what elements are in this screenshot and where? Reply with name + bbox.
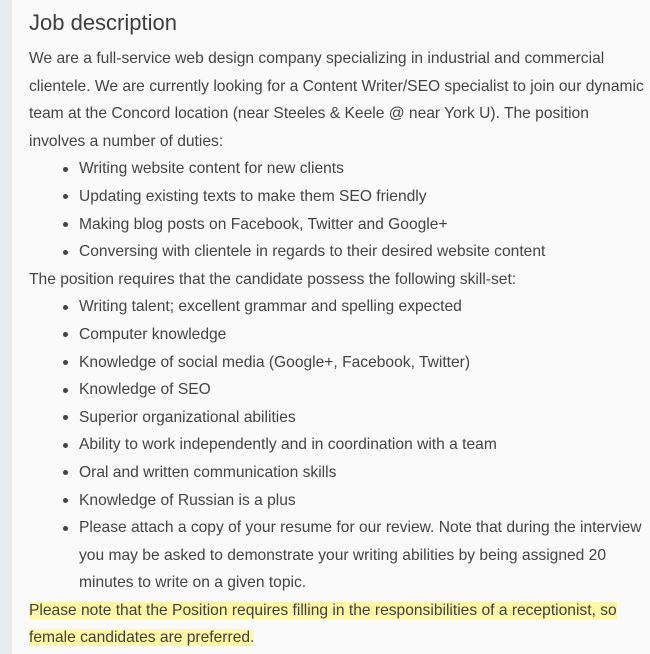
skills-intro-paragraph: The position requires that the candidate possess the following skill-set: bbox=[29, 270, 517, 288]
page-title: Job description bbox=[29, 10, 177, 35]
job-posting-page bbox=[12, 0, 650, 654]
list-item: Writing talent; excellent grammar and spelling expected bbox=[79, 293, 647, 321]
left-margin-strip bbox=[0, 0, 12, 654]
list-item: Conversing with clientele in regards to their desired website content bbox=[79, 238, 647, 266]
list-item: Knowledge of SEO bbox=[79, 376, 647, 404]
duties-list bbox=[29, 155, 647, 265]
list-item: Writing website content for new clients bbox=[79, 155, 647, 183]
job-description-section bbox=[29, 8, 647, 652]
list-item: Making blog posts on Facebook, Twitter and Google+ bbox=[79, 211, 647, 239]
list-item: Ability to work independently and in coordination with a team bbox=[79, 431, 647, 459]
note-highlight: Please note that the Position requires filling in the responsibilities of a receptionist, so female candidates are preferred. bbox=[29, 601, 617, 647]
intro-paragraph: We are a full-service web design company specializing in industrial and commercial clientele. We are currently looking for a Content Writer/SEO specialist to join our dynamic team at the Concord location (near Steeles & Keele @ near York U). The position involves a number of duties: bbox=[29, 50, 644, 150]
list-item: Updating existing texts to make them SEO friendly bbox=[79, 183, 647, 211]
list-item: Oral and written communication skills bbox=[79, 459, 647, 487]
list-item: Computer knowledge bbox=[79, 321, 647, 349]
list-item: Please attach a copy of your resume for our review. Note that during the interview you may be asked to demonstrate your writing abilities by being assigned 20 minutes to write on a given topic. bbox=[79, 514, 647, 597]
list-item: Superior organizational abilities bbox=[79, 404, 647, 432]
list-item: Knowledge of social media (Google+, Facebook, Twitter) bbox=[79, 349, 647, 377]
highlighted-note bbox=[29, 597, 647, 652]
list-item: Knowledge of Russian is a plus bbox=[79, 487, 647, 515]
skills-list bbox=[29, 293, 647, 597]
